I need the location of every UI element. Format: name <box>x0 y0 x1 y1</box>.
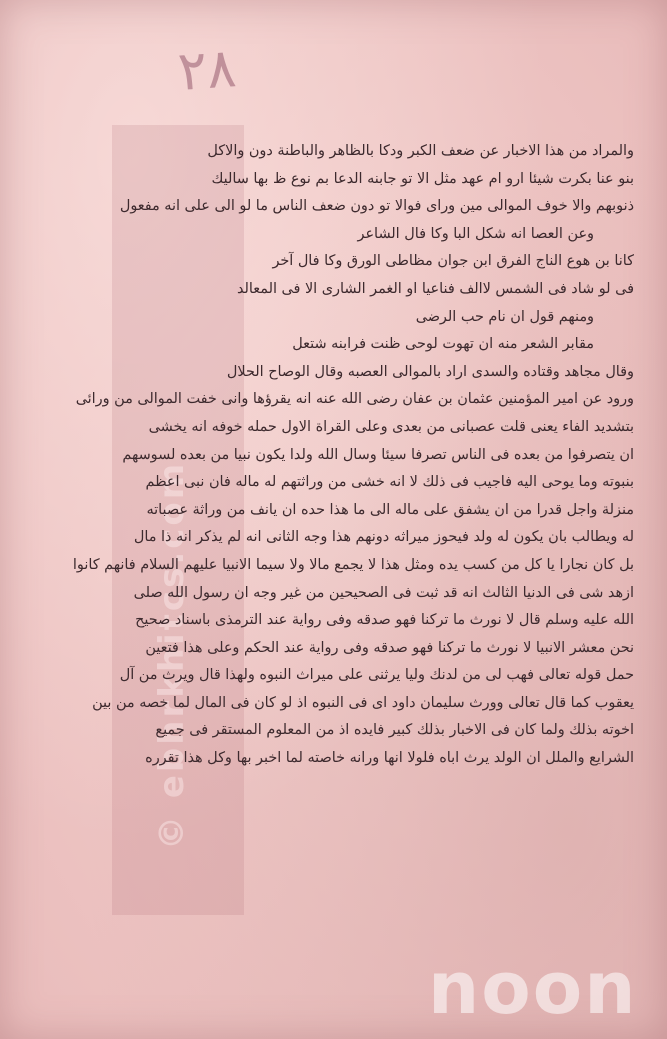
manuscript-line: الشرايع والملل ان الولد يرث اباه فلولا انها ورانه خاصته لما اخبر بها وكل هذا تقرره <box>145 750 634 767</box>
manuscript-line: حمل قوله تعالى فهب لى من لدنك وليا يرثنى على ميراث النبوه ولهذا قال ويرث من آل <box>119 667 634 684</box>
manuscript-line: ان يتصرفوا من بعده فى الناس تصرفا سيئا وسال الله ولدا يكون نبيا من بعده لسوسهم <box>122 446 634 463</box>
manuscript-line: وقال مجاهد وقتاده والسدى اراد بالموالى العصبه وقال الوصاح الحلال <box>226 363 634 380</box>
manuscript-line: له ويطالب بان يكون له ولد فيحوز ميراثه دونهم هذا وجه الثانى انه لم يذكر انه ذا مال <box>133 529 634 546</box>
manuscript-line: بتشديد الفاء يعنى قلت عصبانى من بعدى وعلى القراة الاول حمله خوفه انه يخشى <box>148 418 634 435</box>
manuscript-text-block <box>68 138 634 958</box>
manuscript-line: بنو عنا بكرت شيئا ارو ام عهد مثل الا تو جابنه الدعا بم نوع ظ بها ساليك <box>211 170 634 187</box>
manuscript-line: ومنهم قول ان نام حب الرضى <box>415 308 594 325</box>
manuscript-line: مقابر الشعر منه ان تهوت لوحى ظنت فرابنه شتعل <box>292 336 594 353</box>
manuscript-line: منزلة واجل قدرا من ان يشفق على ماله الى ما هذا حده ان يانف من وراثة عصباته <box>146 501 634 518</box>
manuscript-line: والمراد من هذا الاخبار عن ضعف الكبر ودكا بالظاهر والباطنة دون والاكل <box>207 143 634 159</box>
manuscript-line: بنبوته وما يوحى اليه فاجيب فى ذلك لا انه خشى من وراثتهم له ماله فان نبى اعظم <box>145 474 634 491</box>
manuscript-line: وعن العصا انه شكل البا وكا فال الشاعر <box>357 225 594 242</box>
manuscript-line: نحن معشر الانبيا لا نورث ما تركنا فهو صدقه وفى رواية عند الحكم وعلى هذا فتعين <box>145 639 634 656</box>
manuscript-line: كانا بن هوع الناج الفرق ابن جوان مظاطى الورق وكا فال آخر <box>272 253 634 270</box>
manuscript-line: الله عليه وسلم قال لا نورث ما تركنا فهو صدقه وفى رواية عند الترمذى باسناد صحيح <box>135 612 634 629</box>
publisher-logo: noon <box>428 946 638 1030</box>
manuscript-line: ازهد شى فى الدنيا الثالث انه قد ثبت فى الصحيحين من غير وجه ان رسول الله صلى <box>133 584 634 601</box>
manuscript-line: ذنوبهم والا خوف الموالى مين وراى فوالا تو دون ضعف الناس ما لو الى على انه مفعول <box>119 198 634 215</box>
manuscript-line: يعقوب كما قال تعالى وورث سليمان داود اى فى النبوه اذ لو كان فى المال لما خصه من بين <box>92 694 634 711</box>
folio-number: ٢٨ <box>175 36 239 103</box>
manuscript-line: فى لو شاد فى الشمس لاالف فناعيا او الغمر الشارى الا فى المعالد <box>236 280 634 297</box>
manuscript-line: بل كان نجارا يا كل من كسب يده ومثل هذا لا يجمع مالا ولا سيما الانبيا عليهم السلام فانهم كانوا <box>72 556 634 573</box>
manuscript-line: اخوته بذلك ولما كان فى الاخبار بذلك كبير فايده اذ من المعلوم المستقر فى جميع <box>155 722 634 739</box>
manuscript-line: ورود عن امير المؤمنين عثمان بن عفان رضى الله عنه انه يقرؤها وانى خفت الموالى من ورائى <box>75 391 634 408</box>
watermark-text: © ebhrkhitcs.com <box>152 460 192 850</box>
